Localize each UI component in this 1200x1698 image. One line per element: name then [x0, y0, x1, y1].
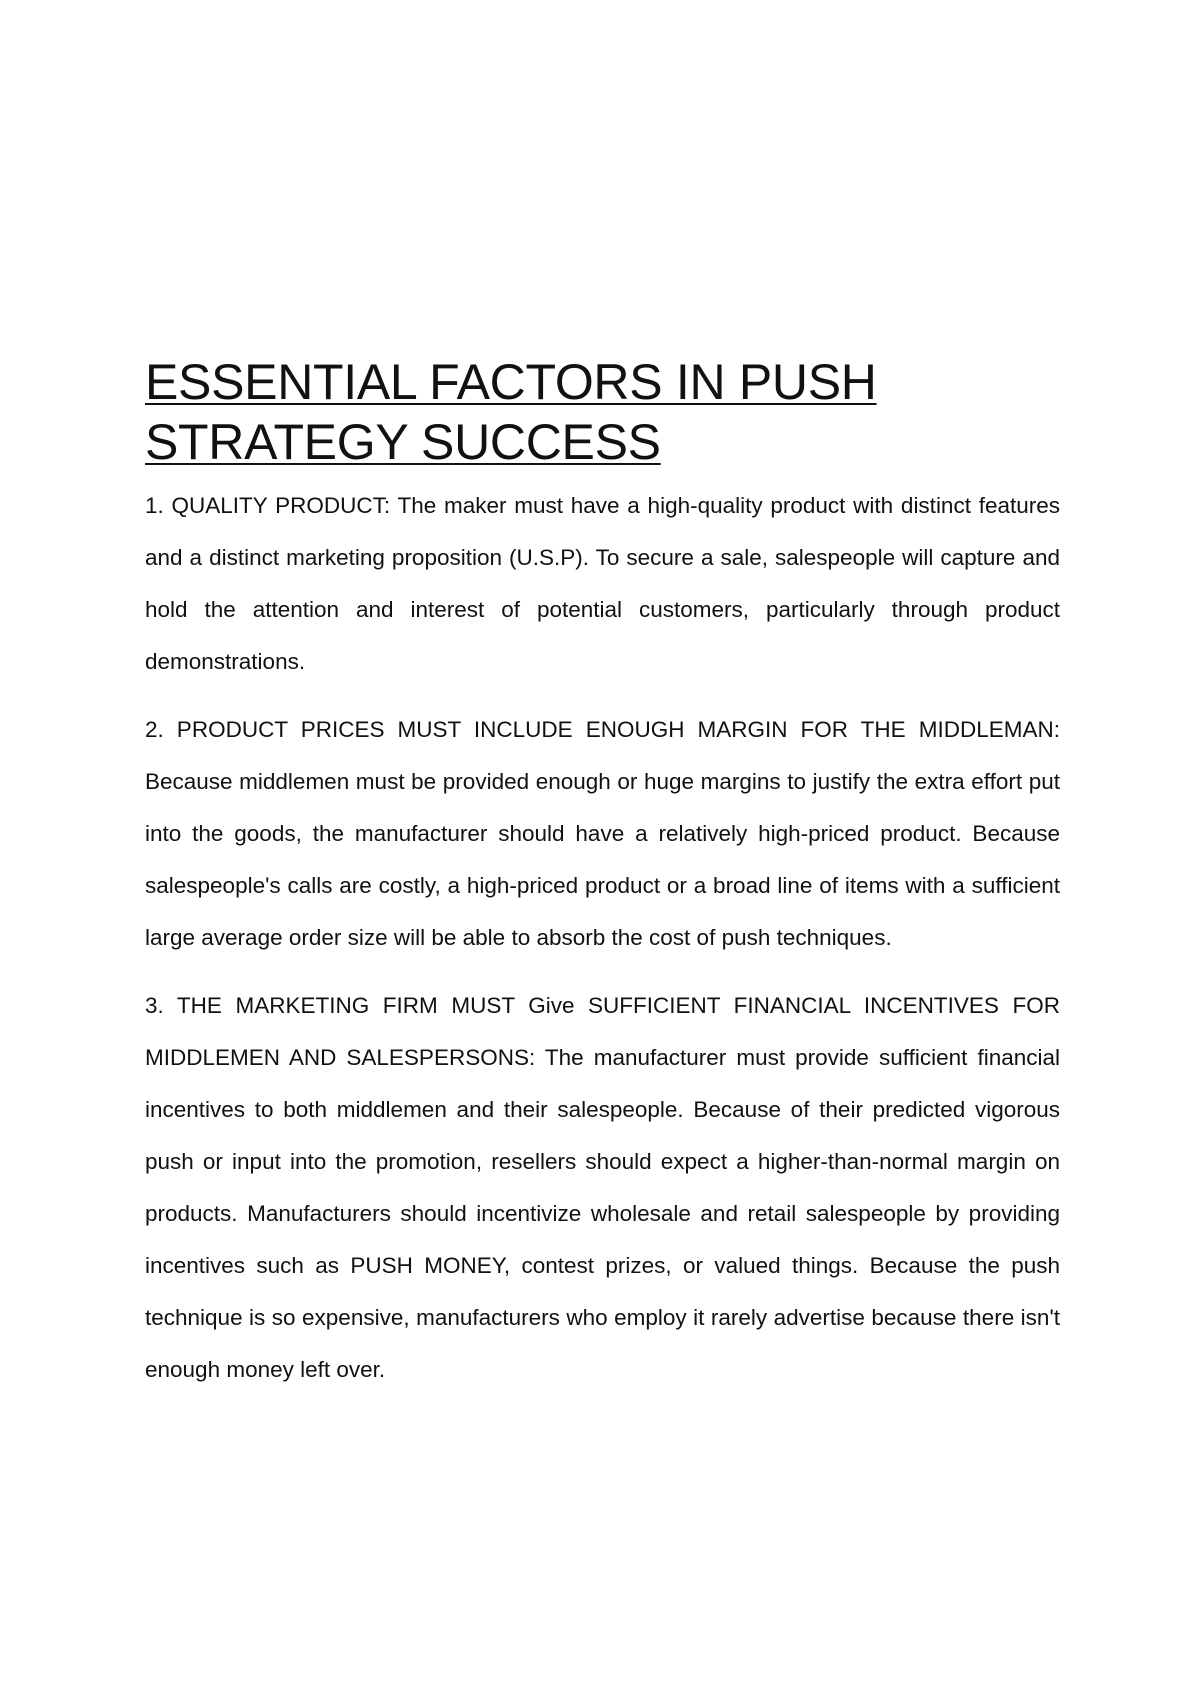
paragraph-product-prices: 2. PRODUCT PRICES MUST INCLUDE ENOUGH MARGIN FOR THE MIDDLEMAN: Because middlemen must be provided enough or huge margins to justify the extra effort put into the goods, the manufacturer should have a relatively high-priced product. Because salespeople's calls are costly, a high-priced product or a broad line of items with a sufficient large average order size will be able to absorb the cost of push techniques.: [145, 717, 1060, 950]
title-line-2: STRATEGY SUCCESS: [145, 414, 661, 470]
paragraph-quality-product: 1. QUALITY PRODUCT: The maker must have a high-quality product with distinct features and a distinct marketing proposition (U.S.P). To secure a sale, salespeople will capture and hold the attention and interest of potential customers, particularly through product demonstrations.: [145, 493, 1060, 674]
paragraph-financial-incentives: 3. THE MARKETING FIRM MUST Give SUFFICIENT FINANCIAL INCENTIVES FOR MIDDLEMEN AND SALESPERSONS: The manufacturer must provide sufficient financial incentives to both middlemen and their salespeople. Because of their predicted vigorous push or input into the promotion, resellers should expect a higher-than-normal margin on products. Manufacturers should incentivize wholesale and retail salespeople by providing incentives such as PUSH MONEY, contest prizes, or valued things. Because the push technique is so expensive, manufacturers who employ it rarely advertise because there isn't enough money left over.: [145, 993, 1060, 1382]
title-line-1: ESSENTIAL FACTORS IN PUSH: [145, 354, 877, 410]
document-title: [145, 352, 1060, 472]
document-page: [145, 352, 1060, 1396]
